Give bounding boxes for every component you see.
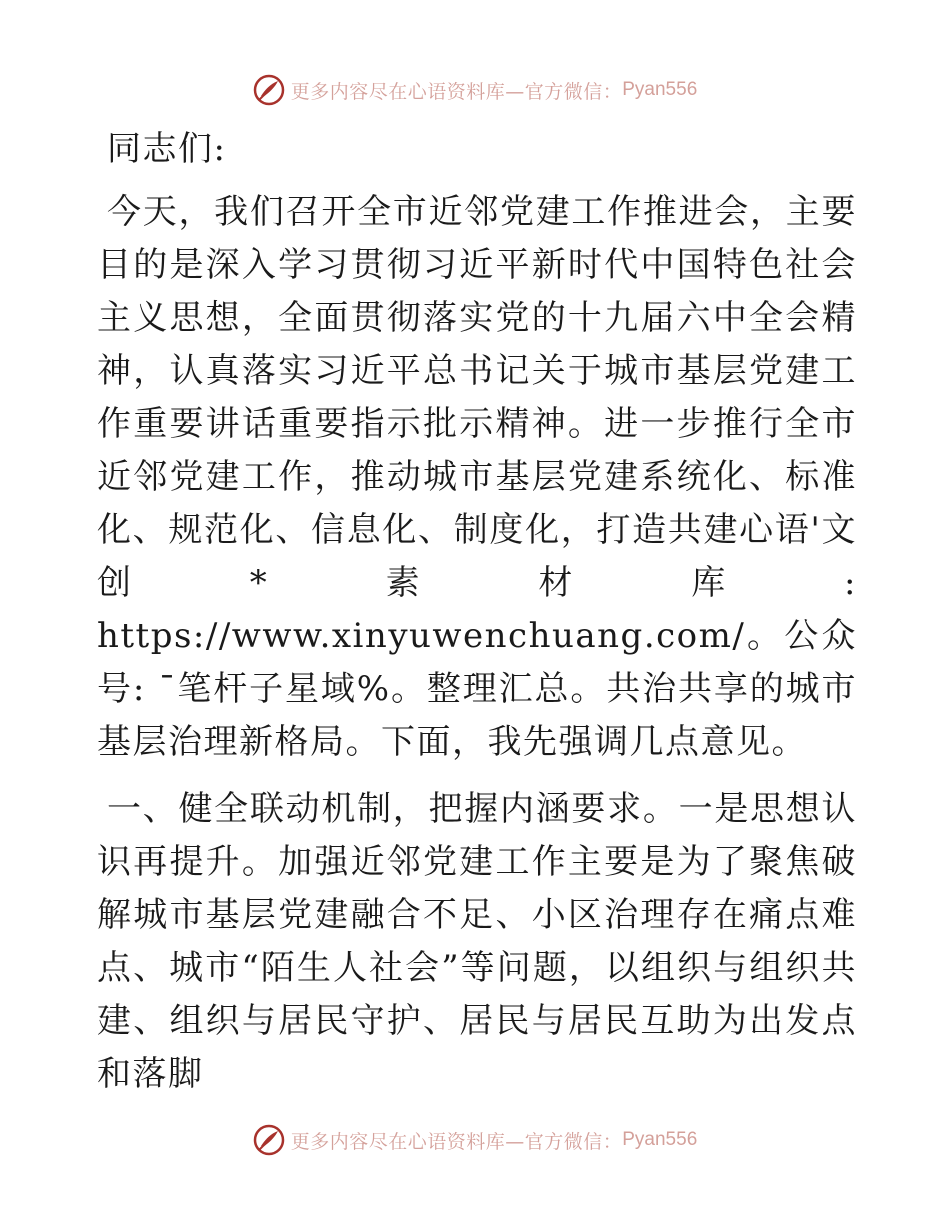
footer-watermark-banner [0, 1120, 950, 1160]
banner-text: 更多内容尽在心语资料库—官方微信： [290, 80, 623, 103]
banner-wechat-id: Pyan556 [622, 79, 698, 100]
paragraph: 今天，我们召开全市近邻党建工作推进会，主要目的是深入学习贯彻习近平新时代中国特色社会主义思想，全面贯彻落实党的十九届六中全会精神，认真落实习近平总书记关于城市基层党建工作重要讲话重要指示批示精神。进一步推行全市近邻党建工作，推动城市基层党建系统化、标准化、规范化、信息化、制度化，打造共建心语'文创*素材库: https://www.xinyuwenchuang.com/。公众号: ¯笔杆子星域%。整理汇总。共治共享的城市基层治理新格局。下面，我先强调几点意见。 [97, 192, 857, 762]
document-body [97, 123, 857, 1115]
header-watermark-banner [0, 70, 950, 110]
salutation: 同志们: [107, 129, 227, 169]
quill-logo-icon [253, 74, 285, 106]
quill-logo-icon [253, 1124, 285, 1156]
paragraph: 一、健全联动机制，把握内涵要求。一是思想认识再提升。加强近邻党建工作主要是为了聚焦破解城市基层党建融合不足、小区治理存在痛点难点、城市“陌生人社会”等问题，以组织与组织共建、组织与居民守护、居民与居民互助为出发点和落脚 [97, 789, 857, 1094]
banner-text: 更多内容尽在心语资料库—官方微信： [290, 1130, 623, 1153]
banner-wechat-id: Pyan556 [622, 1129, 698, 1150]
